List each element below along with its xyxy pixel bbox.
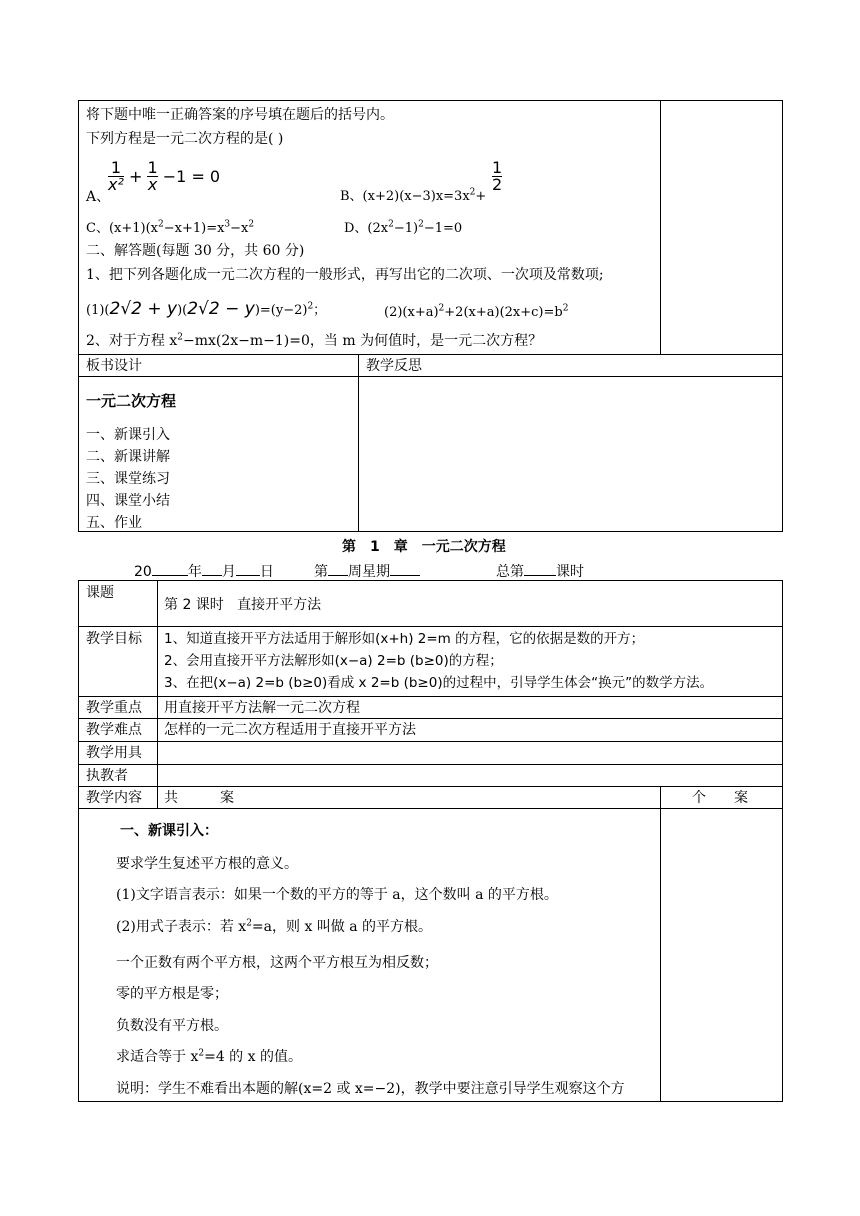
date-line: 20 年 月 日: [134, 561, 274, 581]
topic-label: 课题: [86, 585, 114, 601]
common-plan-label: 共 案: [164, 790, 234, 806]
question-1a: $(1)(2√2 + y)(2√2 - y)=(y-2)^2$；: [86, 299, 327, 319]
week-line: 第 周星期: [314, 561, 420, 581]
goals-label: 教学目标: [86, 631, 142, 647]
body-paragraph: 要求学生复述平方根的意义。: [116, 856, 298, 872]
option-a-label: A、: [86, 189, 111, 205]
body-paragraph: 负数没有平方根。: [116, 1018, 228, 1034]
chapter-title: 第 1 章 一元二次方程: [342, 539, 506, 555]
board-title: 一元二次方程: [86, 392, 177, 410]
body-paragraph: 零的平方根是零；: [116, 986, 228, 1002]
total-line: 总第 课时: [496, 561, 584, 581]
personal-plan-label: 个 案: [692, 790, 748, 806]
body-paragraph: (2)用式子表示：若 $x^2=a$，则 x 叫做 a 的平方根。: [116, 918, 433, 935]
board-item: 三、课堂练习: [86, 471, 170, 487]
option-a-equation: $\frac{1}{\text{x²}}$ + $\frac{1}{x}$ −1 = 0: [108, 158, 221, 194]
key-value: 用直接开平方法解一元二次方程: [164, 700, 360, 716]
question-1b: $(2)(x+a)^2+2(x+a)(2x+c)=b^2$: [384, 303, 569, 320]
instruction-text: 将下题中唯一正确答案的序号填在题后的括号内。: [86, 107, 394, 123]
board-item: 五、作业: [86, 515, 142, 531]
option-c: C、$(x+1)(x^2-x+1)=x^3-x^2$: [86, 219, 255, 236]
board-item: 四、课堂小结: [86, 493, 170, 509]
content-label: 教学内容: [86, 790, 142, 806]
body-paragraph: (1)文字语言表示：如果一个数的平方的等于 a，这个数叫 a 的平方根。: [116, 887, 558, 903]
board-design-header: 板书设计: [86, 358, 142, 374]
option-b: B、$(x+2)(x-3)x=3x^2+$: [340, 187, 487, 204]
option-d: D、$(2x^2-1)^2-1=0$: [344, 219, 463, 236]
section-1-heading: 一、新课引入：: [120, 823, 218, 839]
question-1: 1、把下列各题化成一元二次方程的一般形式，再写出它的二次项、一次项及常数项;: [86, 267, 604, 283]
tools-label: 教学用具: [86, 745, 142, 761]
goal-item: 2、会用直接开平方法解形如(x−a) 2=b (b≥0)的方程；: [164, 653, 503, 669]
board-item: 二、新课讲解: [86, 449, 170, 465]
key-label: 教学重点: [86, 700, 142, 716]
goal-item: 1、知道直接开平方法适用于解形如(x+h) 2=m 的方程，它的依据是数的开方；: [164, 631, 645, 647]
executor-label: 执教者: [86, 768, 128, 784]
difficult-value: 怎样的一元二次方程适用于直接开平方法: [164, 722, 416, 738]
body-paragraph: 求适合等于 $x^2=4$ 的 x 的值。: [116, 1048, 302, 1065]
board-item: 一、新课引入: [86, 427, 170, 443]
body-paragraph: 说明：学生不难看出本题的解(x=2 或 x=−2)，教学中要注意引导学生观察这个方: [116, 1081, 625, 1097]
difficult-label: 教学难点: [86, 722, 142, 738]
option-b-fraction: $\frac{1}{2}$: [492, 158, 503, 194]
goal-item: 3、在把(x−a) 2=b (b≥0)看成 x 2=b (b≥0)的过程中，引导学生体会“换元”的数学方法。: [164, 675, 714, 691]
section-2-heading: 二、解答题(每题 30 分，共 60 分): [86, 243, 305, 259]
reflection-header: 教学反思: [366, 358, 422, 374]
topic-value: 第 2 课时 直接开平方法: [164, 597, 322, 613]
question-text: 下列方程是一元二次方程的是( ): [86, 131, 284, 147]
body-paragraph: 一个正数有两个平方根，这两个平方根互为相反数；: [116, 955, 438, 971]
question-2: 2、对于方程 $x^2-mx(2x-m-1)=0$，当 m 为何值时，是一元二次方程？: [86, 332, 543, 349]
